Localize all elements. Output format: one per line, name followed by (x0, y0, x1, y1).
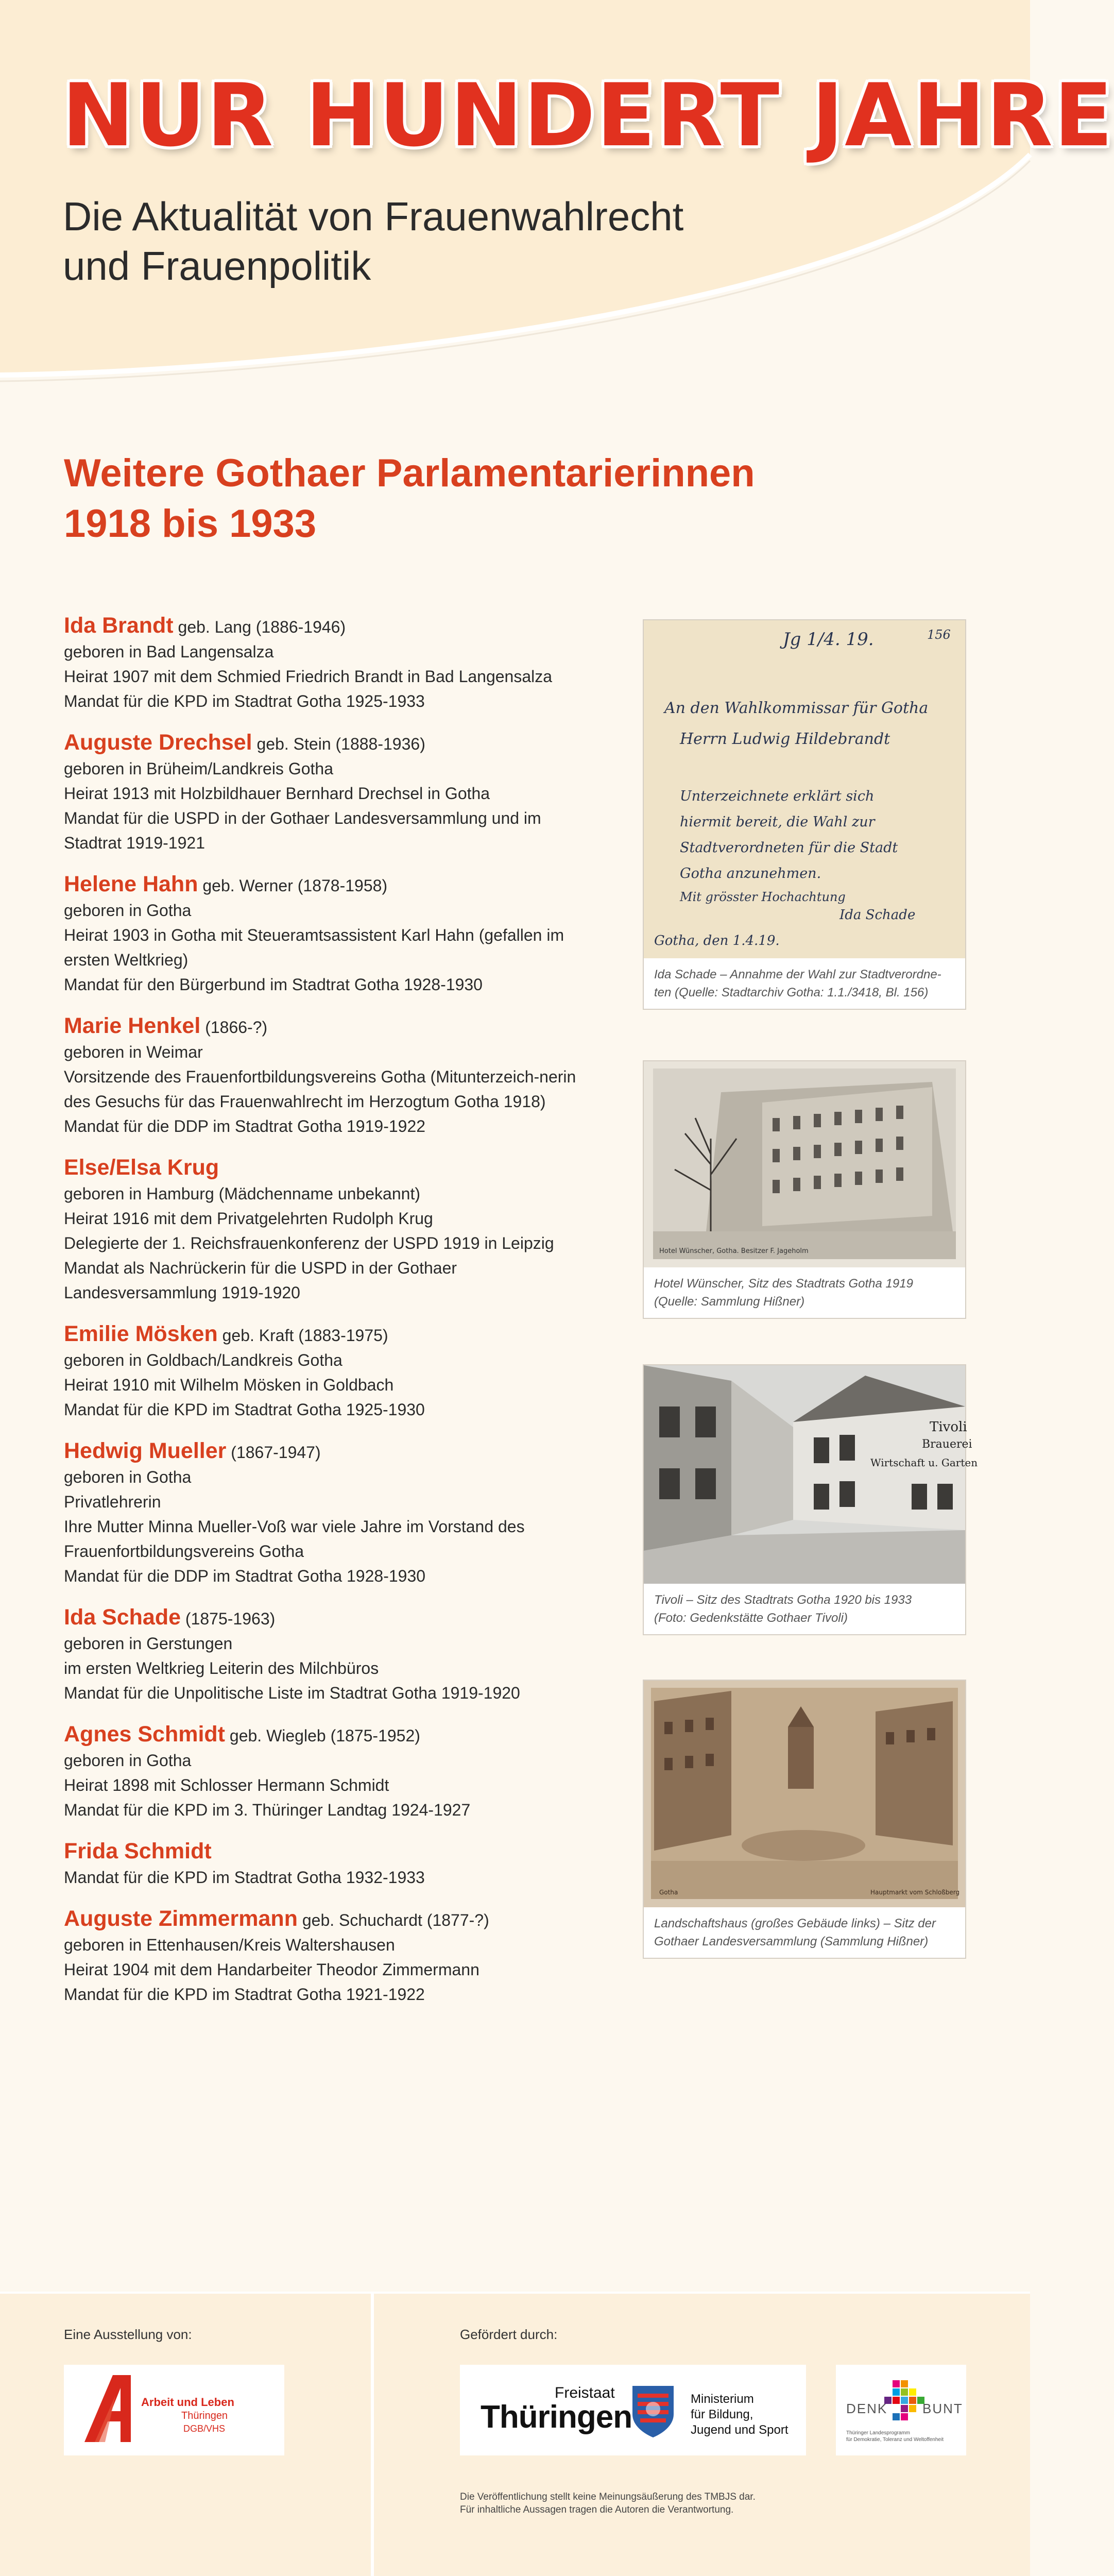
tivoli-sign-3: Wirtschaft u. Garten (870, 1456, 978, 1469)
letter-line-2: Herrn Ludwig Hildebrandt (680, 730, 890, 748)
photo-card-tivoli (643, 1364, 978, 1635)
person-entry (64, 1722, 589, 1822)
person-header (64, 1013, 589, 1040)
person-entry (64, 1155, 589, 1305)
person-entry (64, 1321, 589, 1422)
thueringen-label: Thüringen (481, 2399, 632, 2435)
person-header (64, 613, 589, 639)
person-detail: Heirat 1904 mit dem Handarbeiter Theodor Zimmermann (64, 1960, 479, 1979)
person-name: Auguste Zimmermann (64, 1906, 298, 1931)
person-entry (64, 730, 589, 855)
section-title (64, 448, 755, 549)
tivoli-sign-2: Brauerei (922, 1438, 972, 1451)
letter-line-4: hiermit bereit, die Wahl zur (680, 814, 875, 830)
person-detail: Heirat 1916 mit dem Privatgelehrten Rudolph Krug (64, 1209, 433, 1228)
person-detail: geboren in Gotha (64, 901, 192, 920)
person-header (64, 1155, 589, 1181)
person-entry (64, 872, 589, 997)
person-header (64, 730, 589, 756)
person-detail: Mandat für die Unpolitische Liste im Stadtrat Gotha 1919-1920 (64, 1684, 520, 1702)
person-detail: Mandat für die DDP im Stadtrat Gotha 1928-1930 (64, 1567, 426, 1585)
person-detail: Ihre Mutter Minna Mueller-Voß war viele Jahre im Vorstand des Frauenfortbildungsvereins Gotha (64, 1517, 525, 1561)
landschaftshaus-text-1: Gotha (659, 1889, 678, 1896)
letter-line-1: An den Wahlkommissar für Gotha (664, 699, 929, 717)
person-detail: geboren in Hamburg (Mädchenname unbekannt) (64, 1184, 420, 1203)
funded-label: Gefördert durch: (460, 2327, 558, 2342)
bunt-text: BUNT (922, 2401, 963, 2416)
person-name: Emilie Mösken (64, 1321, 218, 1346)
letter-line-3: Unterzeichnete erklärt sich (680, 788, 875, 804)
person-birth: geb. Wiegleb (1875-1952) (229, 1726, 420, 1745)
person-entry (64, 1839, 589, 1890)
letter-date: Gotha, den 1.4.19. (654, 933, 780, 948)
letter-line-7: Mit grösster Hochachtung (680, 890, 846, 904)
person-detail: Heirat 1898 mit Schlosser Hermann Schmidt (64, 1776, 389, 1794)
denk-text: DENK (846, 2401, 888, 2416)
person-entry (64, 613, 589, 714)
person-detail: Mandat für die KPD im Stadtrat Gotha 1925-1933 (64, 692, 425, 710)
person-header (64, 1839, 589, 1865)
person-detail: Vorsitzende des Frauenfortbildungsvereins Gotha (Mitunterzeich-nerin des Gesuchs für das Frauenwahlrecht im Herzogtum Gotha 1918) (64, 1067, 576, 1111)
person-birth: geb. Stein (1888-1936) (256, 735, 425, 753)
page-subtitle (63, 192, 683, 291)
exhibit-label: Eine Ausstellung von: (64, 2327, 192, 2342)
hotel-postcard-text: Hotel Wünscher, Gotha. Besitzer F. Jageholm (659, 1247, 809, 1255)
person-header (64, 1438, 589, 1465)
arbeit-und-leben-mark-icon (64, 2365, 284, 2455)
photo-caption-landschaftshaus: Landschaftshaus (großes Gebäude links) – Sitz der Gothaer Landesversammlung (Sammlung Hißner) (644, 1907, 965, 1958)
letter-image (644, 620, 965, 958)
photo-card-hotel (643, 1060, 966, 1319)
person-birth: (1867-1947) (231, 1443, 321, 1462)
person-entry (64, 1013, 589, 1139)
thueringen-ministry-logo (460, 2365, 806, 2455)
people-list (64, 613, 589, 2023)
thueringen-lion-crest-icon (630, 2383, 676, 2440)
person-name: Agnes Schmidt (64, 1722, 225, 1747)
aul-sub: DGB/VHS (183, 2424, 226, 2434)
person-name: Ida Brandt (64, 613, 174, 638)
footer-divider (371, 2294, 374, 2576)
photo-caption-hotel: Hotel Wünscher, Sitz des Stadtrats Gotha 1919 (Quelle: Sammlung Hißner) (644, 1267, 965, 1318)
person-name: Frida Schmidt (64, 1839, 212, 1863)
section-title-line-2: 1918 bis 1933 (64, 502, 317, 546)
photo-caption-letter: Ida Schade – Annahme der Wahl zur Stadtverordne- ten (Quelle: Stadtarchiv Gotha: 1.1./3418, Bl. 156) (644, 958, 965, 1009)
letter-line-5: Stadtverordneten für die Stadt (680, 840, 898, 856)
landschaftshaus-image (644, 1681, 965, 1907)
person-birth: geb. Lang (1886-1946) (178, 618, 346, 636)
person-detail: Heirat 1907 mit dem Schmied Friedrich Brandt in Bad Langensalza (64, 667, 553, 686)
svg-text:Jg 1/4. 19.: Jg 1/4. 19. (783, 629, 874, 650)
person-detail: Mandat für den Bürgerbund im Stadtrat Gotha 1928-1930 (64, 975, 483, 994)
photo-card-landschaftshaus (643, 1680, 966, 1959)
person-header (64, 1906, 589, 1933)
legal-notice: Die Veröffentlichung stellt keine Meinungsäußerung des TMBJS dar. Für inhaltliche Aussagen tragen die Autoren die Verantwortung. (460, 2492, 756, 2515)
person-name: Auguste Drechsel (64, 730, 252, 755)
denk-bunt-subtitle: Thüringer Landesprogramm für Demokratie, Toleranz und Weltoffenheit (846, 2430, 944, 2443)
person-entry (64, 1906, 589, 2007)
person-detail: geboren in Goldbach/Landkreis Gotha (64, 1351, 342, 1369)
section-title-line-1: Weitere Gothaer Parlamentarierinnen (64, 451, 755, 495)
person-detail: geboren in Bad Langensalza (64, 642, 274, 661)
person-detail: geboren in Weimar (64, 1043, 203, 1061)
freistaat-label: Freistaat (555, 2384, 615, 2401)
aul-name: Arbeit und Leben (141, 2396, 234, 2409)
person-detail: geboren in Ettenhausen/Kreis Waltershausen (64, 1936, 395, 1954)
person-birth: geb. Kraft (1883-1975) (222, 1326, 388, 1345)
person-name: Hedwig Mueller (64, 1438, 227, 1463)
denk-bunt-logo (836, 2365, 966, 2455)
person-name: Helene Hahn (64, 872, 198, 896)
hotel-image (644, 1061, 965, 1267)
person-birth: (1875-1963) (185, 1609, 276, 1628)
person-detail: geboren in Gotha (64, 1468, 192, 1486)
person-detail: Mandat für die KPD im 3. Thüringer Landtag 1924-1927 (64, 1801, 471, 1819)
person-detail: geboren in Gotha (64, 1751, 192, 1770)
person-header (64, 1605, 589, 1631)
person-header (64, 1722, 589, 1748)
person-detail: Heirat 1913 mit Holzbildhauer Bernhard Drechsel in Gotha (64, 784, 490, 803)
person-birth: (1866-?) (205, 1018, 268, 1037)
person-birth: geb. Schuchardt (1877-?) (302, 1911, 489, 1929)
letter-page-number: 156 (927, 628, 951, 642)
person-detail: im ersten Weltkrieg Leiterin des Milchbüros (64, 1659, 379, 1677)
person-detail: Heirat 1910 mit Wilhelm Mösken in Goldbach (64, 1376, 394, 1394)
person-detail: Delegierte der 1. Reichsfrauenkonferenz der USPD 1919 in Leipzig (64, 1234, 554, 1252)
subtitle-line-1: Die Aktualität von Frauenwahlrecht (63, 194, 684, 239)
person-birth: geb. Werner (1878-1958) (202, 876, 388, 895)
tivoli-image (644, 1365, 978, 1584)
landschaftshaus-text-2: Hauptmarkt vom Schloßberg (870, 1889, 960, 1896)
person-name: Else/Elsa Krug (64, 1155, 219, 1180)
person-name: Marie Henkel (64, 1013, 201, 1038)
ministry-text: Ministerium für Bildung, Jugend und Sport (691, 2392, 789, 2437)
person-detail: Heirat 1903 in Gotha mit Steueramtsassistent Karl Hahn (gefallen im ersten Weltkrieg) (64, 926, 564, 969)
person-entry (64, 1605, 589, 1705)
person-entry (64, 1438, 589, 1588)
person-detail: Mandat für die KPD im Stadtrat Gotha 1932-1933 (64, 1868, 425, 1887)
photo-card-letter (643, 619, 966, 1010)
person-detail: geboren in Gerstungen (64, 1634, 233, 1653)
person-detail: Privatlehrerin (64, 1493, 161, 1511)
person-detail: geboren in Brüheim/Landkreis Gotha (64, 759, 333, 778)
arbeit-und-leben-logo (64, 2365, 284, 2455)
tivoli-sign-1: Tivoli (930, 1419, 967, 1435)
person-detail: Mandat als Nachrückerin für die USPD in der Gothaer Landesversammlung 1919-1920 (64, 1259, 457, 1302)
letter-line-6: Gotha anzunehmen. (680, 866, 821, 882)
aul-state: Thüringen (181, 2410, 228, 2421)
person-detail: Mandat für die KPD im Stadtrat Gotha 1921-1922 (64, 1985, 425, 2004)
person-detail: Mandat für die DDP im Stadtrat Gotha 1919-1922 (64, 1117, 426, 1136)
person-header (64, 872, 589, 898)
person-header (64, 1321, 589, 1348)
subtitle-line-2: und Frauenpolitik (63, 243, 371, 289)
photo-caption-tivoli: Tivoli – Sitz des Stadtrats Gotha 1920 bis 1933 (Foto: Gedenkstätte Gothaer Tivoli) (644, 1584, 965, 1634)
person-detail: Mandat für die KPD im Stadtrat Gotha 1925-1930 (64, 1400, 425, 1419)
letter-signature: Ida Schade (839, 907, 916, 923)
person-name: Ida Schade (64, 1605, 181, 1630)
page-title: NUR HUNDERT JAHRE (62, 65, 1114, 166)
person-detail: Mandat für die USPD in der Gothaer Landesversammlung und im Stadtrat 1919-1921 (64, 809, 541, 852)
